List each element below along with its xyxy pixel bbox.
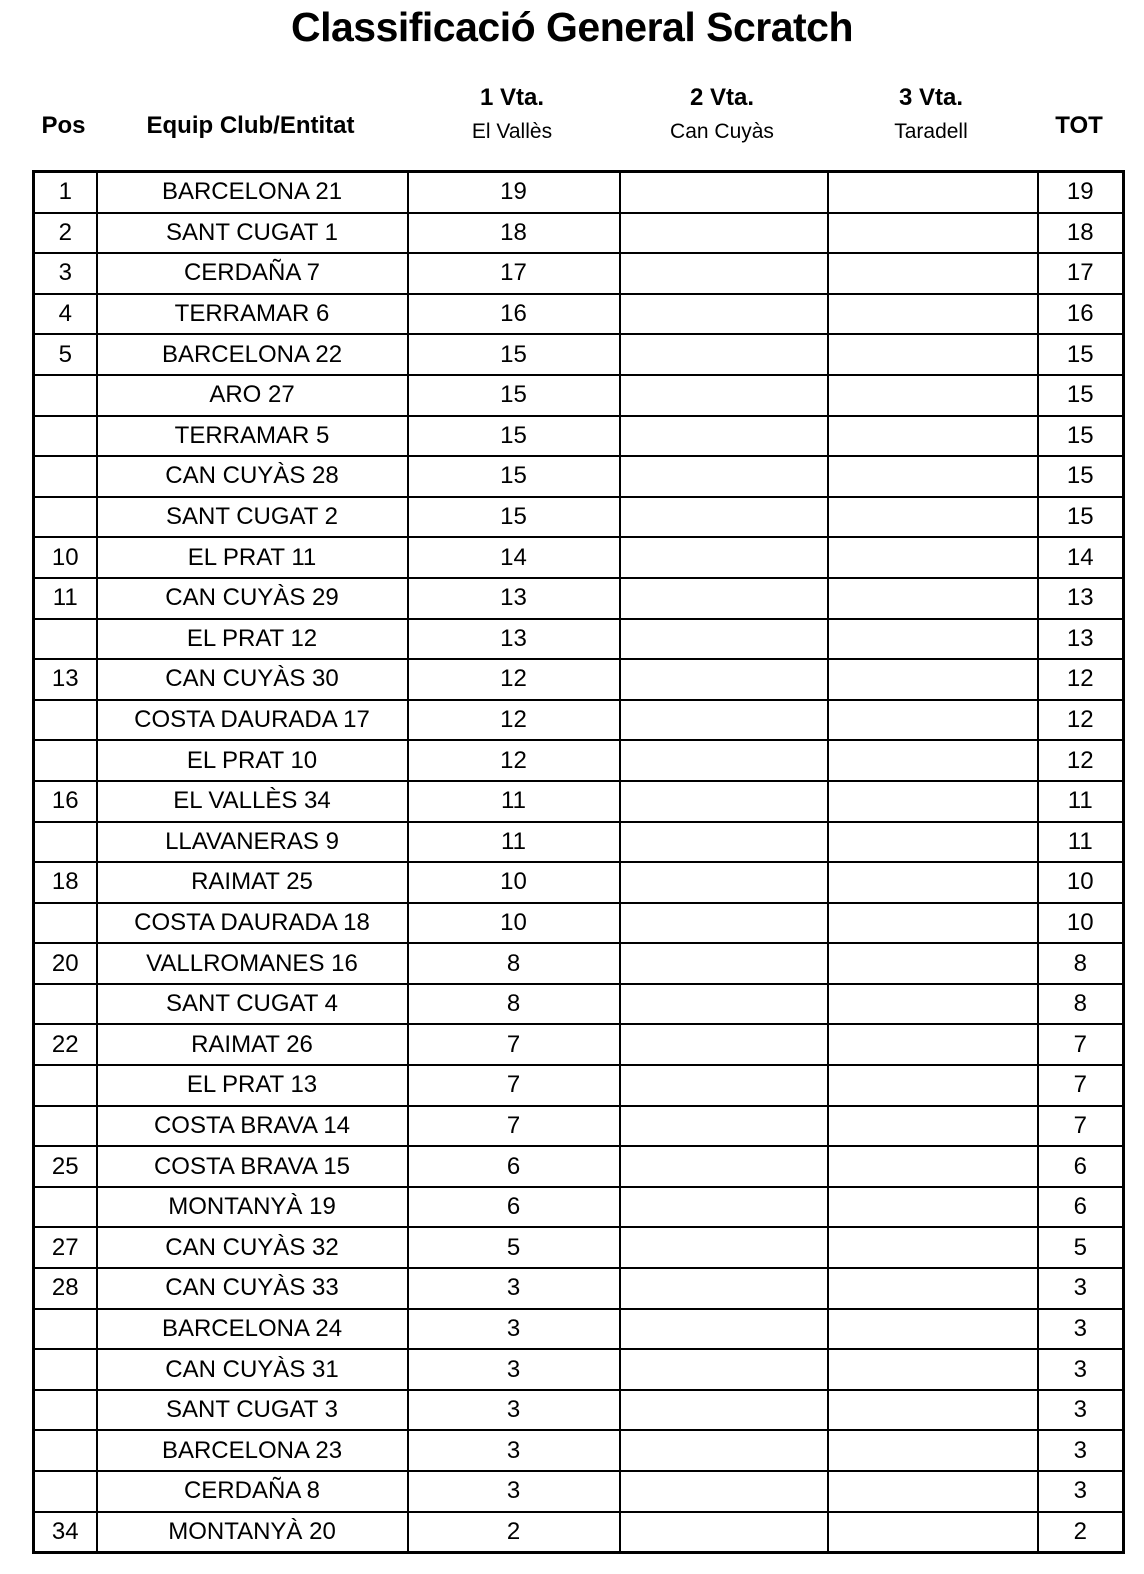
table-row: [34, 172, 1124, 213]
round3-cell: [828, 1471, 1038, 1512]
round1-cell: 7: [408, 1065, 620, 1106]
round1-cell: 12: [408, 740, 620, 781]
table-row: [34, 1227, 1124, 1268]
total-cell: 3: [1038, 1268, 1124, 1309]
table-row: [34, 578, 1124, 619]
team-cell: MONTANYÀ 20: [97, 1512, 408, 1553]
team-cell: EL VALLÈS 34: [97, 781, 408, 822]
header-round-3-venue: Taradell: [894, 120, 968, 143]
total-cell: 2: [1038, 1512, 1124, 1553]
round3-cell: [828, 740, 1038, 781]
round2-cell: [620, 619, 828, 660]
team-cell: CAN CUYÀS 33: [97, 1268, 408, 1309]
total-cell: 3: [1038, 1390, 1124, 1431]
round2-cell: [620, 781, 828, 822]
team-cell: SANT CUGAT 3: [97, 1390, 408, 1431]
table-row: [34, 1471, 1124, 1512]
total-cell: 3: [1038, 1349, 1124, 1390]
round3-cell: [828, 172, 1038, 213]
round3-cell: [828, 375, 1038, 416]
team-cell: COSTA DAURADA 17: [97, 700, 408, 741]
table-row: [34, 1268, 1124, 1309]
round1-cell: 8: [408, 984, 620, 1025]
table-row: [34, 294, 1124, 335]
pos-cell: [34, 1430, 97, 1471]
table-row: [34, 1187, 1124, 1228]
table-row: [34, 375, 1124, 416]
header-tot: TOT: [1055, 112, 1103, 139]
round1-cell: 15: [408, 334, 620, 375]
team-cell: CAN CUYÀS 30: [97, 659, 408, 700]
round1-cell: 3: [408, 1309, 620, 1350]
total-cell: 12: [1038, 700, 1124, 741]
round3-cell: [828, 1349, 1038, 1390]
table-row: [34, 984, 1124, 1025]
pos-cell: 25: [34, 1146, 97, 1187]
round2-cell: [620, 1065, 828, 1106]
round1-cell: 16: [408, 294, 620, 335]
team-cell: COSTA BRAVA 15: [97, 1146, 408, 1187]
header-round-1: [472, 82, 552, 144]
team-cell: MONTANYÀ 19: [97, 1187, 408, 1228]
team-cell: BARCELONA 22: [97, 334, 408, 375]
pos-cell: 22: [34, 1024, 97, 1065]
total-cell: 7: [1038, 1065, 1124, 1106]
total-cell: 15: [1038, 456, 1124, 497]
round3-cell: [828, 984, 1038, 1025]
round2-cell: [620, 822, 828, 863]
total-cell: 5: [1038, 1227, 1124, 1268]
round3-cell: [828, 659, 1038, 700]
total-cell: 7: [1038, 1106, 1124, 1147]
total-cell: 15: [1038, 334, 1124, 375]
round1-cell: 11: [408, 822, 620, 863]
round3-cell: [828, 700, 1038, 741]
team-cell: CAN CUYÀS 29: [97, 578, 408, 619]
round1-cell: 3: [408, 1349, 620, 1390]
table-row: [34, 740, 1124, 781]
team-cell: CERDAÑA 7: [97, 253, 408, 294]
total-cell: 13: [1038, 619, 1124, 660]
team-cell: BARCELONA 24: [97, 1309, 408, 1350]
round1-cell: 12: [408, 659, 620, 700]
round3-cell: [828, 334, 1038, 375]
header-round-2: [670, 82, 774, 144]
round1-cell: 13: [408, 619, 620, 660]
round3-cell: [828, 1106, 1038, 1147]
round1-cell: 2: [408, 1512, 620, 1553]
pos-cell: [34, 1187, 97, 1228]
round2-cell: [620, 172, 828, 213]
round2-cell: [620, 253, 828, 294]
header-pos: Pos: [41, 112, 86, 139]
table-row: [34, 903, 1124, 944]
header-round-2-label: 2 Vta.: [689, 84, 754, 111]
table-row: [34, 1349, 1124, 1390]
round2-cell: [620, 1309, 828, 1350]
round1-cell: 15: [408, 416, 620, 457]
total-cell: 3: [1038, 1430, 1124, 1471]
round3-cell: [828, 253, 1038, 294]
round2-cell: [620, 659, 828, 700]
round1-cell: 6: [408, 1146, 620, 1187]
round1-cell: 3: [408, 1430, 620, 1471]
round2-cell: [620, 537, 828, 578]
pos-cell: [34, 456, 97, 497]
total-cell: 8: [1038, 984, 1124, 1025]
total-cell: 15: [1038, 375, 1124, 416]
round1-cell: 15: [408, 456, 620, 497]
pos-cell: 34: [34, 1512, 97, 1553]
round1-cell: 14: [408, 537, 620, 578]
team-cell: EL PRAT 12: [97, 619, 408, 660]
table-row: [34, 659, 1124, 700]
round2-cell: [620, 375, 828, 416]
team-cell: TERRAMAR 6: [97, 294, 408, 335]
pos-cell: [34, 700, 97, 741]
pos-cell: [34, 740, 97, 781]
team-cell: LLAVANERAS 9: [97, 822, 408, 863]
pos-cell: [34, 1106, 97, 1147]
team-cell: SANT CUGAT 1: [97, 213, 408, 254]
table-row: [34, 1065, 1124, 1106]
round2-cell: [620, 740, 828, 781]
header-round-2-venue: Can Cuyàs: [670, 120, 774, 143]
table-row: [34, 334, 1124, 375]
round2-cell: [620, 1146, 828, 1187]
round3-cell: [828, 1430, 1038, 1471]
pos-cell: [34, 1065, 97, 1106]
table-row: [34, 700, 1124, 741]
pos-cell: [34, 1349, 97, 1390]
total-cell: 16: [1038, 294, 1124, 335]
team-cell: COSTA BRAVA 14: [97, 1106, 408, 1147]
header-round-3: [894, 82, 968, 144]
round3-cell: [828, 862, 1038, 903]
team-cell: EL PRAT 10: [97, 740, 408, 781]
results-table: [32, 170, 1125, 1554]
round3-cell: [828, 1065, 1038, 1106]
team-cell: SANT CUGAT 4: [97, 984, 408, 1025]
pos-cell: [34, 416, 97, 457]
round1-cell: 15: [408, 497, 620, 538]
total-cell: 3: [1038, 1309, 1124, 1350]
team-cell: EL PRAT 13: [97, 1065, 408, 1106]
table-row: [34, 619, 1124, 660]
team-cell: EL PRAT 11: [97, 537, 408, 578]
team-cell: VALLROMANES 16: [97, 943, 408, 984]
round3-cell: [828, 416, 1038, 457]
round2-cell: [620, 943, 828, 984]
table-row: [34, 781, 1124, 822]
table-row: [34, 1390, 1124, 1431]
pos-cell: 16: [34, 781, 97, 822]
round2-cell: [620, 334, 828, 375]
table-row: [34, 862, 1124, 903]
total-cell: 7: [1038, 1024, 1124, 1065]
team-cell: CAN CUYÀS 28: [97, 456, 408, 497]
round3-cell: [828, 294, 1038, 335]
round2-cell: [620, 456, 828, 497]
table-row: [34, 253, 1124, 294]
round3-cell: [828, 619, 1038, 660]
team-cell: CERDAÑA 8: [97, 1471, 408, 1512]
round2-cell: [620, 862, 828, 903]
total-cell: 6: [1038, 1146, 1124, 1187]
round2-cell: [620, 416, 828, 457]
total-cell: 15: [1038, 416, 1124, 457]
round3-cell: [828, 1187, 1038, 1228]
round1-cell: 12: [408, 700, 620, 741]
table-row: [34, 1106, 1124, 1147]
pos-cell: 11: [34, 578, 97, 619]
round1-cell: 6: [408, 1187, 620, 1228]
round2-cell: [620, 984, 828, 1025]
team-cell: TERRAMAR 5: [97, 416, 408, 457]
pos-cell: 10: [34, 537, 97, 578]
total-cell: 11: [1038, 822, 1124, 863]
round2-cell: [620, 1106, 828, 1147]
total-cell: 14: [1038, 537, 1124, 578]
round3-cell: [828, 1309, 1038, 1350]
table-row: [34, 1024, 1124, 1065]
pos-cell: 2: [34, 213, 97, 254]
team-cell: CAN CUYÀS 31: [97, 1349, 408, 1390]
table-row: [34, 1430, 1124, 1471]
round3-cell: [828, 781, 1038, 822]
pos-cell: 18: [34, 862, 97, 903]
round2-cell: [620, 1227, 828, 1268]
round3-cell: [828, 578, 1038, 619]
round3-cell: [828, 1146, 1038, 1187]
round1-cell: 10: [408, 903, 620, 944]
pos-cell: [34, 822, 97, 863]
round1-cell: 17: [408, 253, 620, 294]
pos-cell: [34, 1309, 97, 1350]
total-cell: 15: [1038, 497, 1124, 538]
round2-cell: [620, 1268, 828, 1309]
pos-cell: 4: [34, 294, 97, 335]
round1-cell: 7: [408, 1106, 620, 1147]
header-team: Equip Club/Entitat: [146, 112, 355, 139]
table-row: [34, 537, 1124, 578]
round3-cell: [828, 1268, 1038, 1309]
pos-cell: 20: [34, 943, 97, 984]
pos-cell: [34, 984, 97, 1025]
round2-cell: [620, 1390, 828, 1431]
round3-cell: [828, 213, 1038, 254]
header-round-3-label: 3 Vta.: [898, 84, 963, 111]
pos-cell: 28: [34, 1268, 97, 1309]
team-cell: BARCELONA 21: [97, 172, 408, 213]
total-cell: 10: [1038, 862, 1124, 903]
round3-cell: [828, 822, 1038, 863]
results-tbody: [34, 172, 1124, 1553]
round1-cell: 10: [408, 862, 620, 903]
header-round-1-label: 1 Vta.: [479, 84, 545, 111]
round1-cell: 3: [408, 1471, 620, 1512]
round1-cell: 18: [408, 213, 620, 254]
table-row: [34, 213, 1124, 254]
round2-cell: [620, 903, 828, 944]
total-cell: 6: [1038, 1187, 1124, 1228]
total-cell: 3: [1038, 1471, 1124, 1512]
total-cell: 19: [1038, 172, 1124, 213]
round2-cell: [620, 1471, 828, 1512]
team-cell: ARO 27: [97, 375, 408, 416]
total-cell: 17: [1038, 253, 1124, 294]
total-cell: 13: [1038, 578, 1124, 619]
round2-cell: [620, 1349, 828, 1390]
round3-cell: [828, 943, 1038, 984]
table-row: [34, 416, 1124, 457]
round1-cell: 15: [408, 375, 620, 416]
pos-cell: 5: [34, 334, 97, 375]
round1-cell: 11: [408, 781, 620, 822]
table-row: [34, 497, 1124, 538]
table-row: [34, 822, 1124, 863]
pos-cell: [34, 1390, 97, 1431]
table-row: [34, 1309, 1124, 1350]
pos-cell: [34, 497, 97, 538]
table-row: [34, 1512, 1124, 1553]
round2-cell: [620, 1430, 828, 1471]
round2-cell: [620, 1187, 828, 1228]
round3-cell: [828, 903, 1038, 944]
total-cell: 12: [1038, 659, 1124, 700]
round1-cell: 3: [408, 1268, 620, 1309]
round3-cell: [828, 1512, 1038, 1553]
round2-cell: [620, 294, 828, 335]
round2-cell: [620, 213, 828, 254]
team-cell: COSTA DAURADA 18: [97, 903, 408, 944]
table-header: [32, 82, 1122, 170]
pos-cell: [34, 903, 97, 944]
round3-cell: [828, 497, 1038, 538]
team-cell: SANT CUGAT 2: [97, 497, 408, 538]
total-cell: 8: [1038, 943, 1124, 984]
round3-cell: [828, 456, 1038, 497]
round3-cell: [828, 1024, 1038, 1065]
table-row: [34, 943, 1124, 984]
total-cell: 10: [1038, 903, 1124, 944]
pos-cell: 13: [34, 659, 97, 700]
round2-cell: [620, 1512, 828, 1553]
round1-cell: 13: [408, 578, 620, 619]
pos-cell: 3: [34, 253, 97, 294]
pos-cell: [34, 619, 97, 660]
total-cell: 12: [1038, 740, 1124, 781]
round1-cell: 8: [408, 943, 620, 984]
pos-cell: [34, 375, 97, 416]
total-cell: 11: [1038, 781, 1124, 822]
pos-cell: 27: [34, 1227, 97, 1268]
team-cell: CAN CUYÀS 32: [97, 1227, 408, 1268]
table-row: [34, 1146, 1124, 1187]
round2-cell: [620, 1024, 828, 1065]
team-cell: RAIMAT 25: [97, 862, 408, 903]
round3-cell: [828, 1227, 1038, 1268]
round2-cell: [620, 497, 828, 538]
round3-cell: [828, 1390, 1038, 1431]
header-round-1-venue: El Vallès: [471, 120, 553, 143]
page-title: Classificació General Scratch: [290, 4, 854, 50]
team-cell: RAIMAT 26: [97, 1024, 408, 1065]
table-row: [34, 456, 1124, 497]
round3-cell: [828, 537, 1038, 578]
total-cell: 18: [1038, 213, 1124, 254]
pos-cell: [34, 1471, 97, 1512]
round1-cell: 3: [408, 1390, 620, 1431]
round1-cell: 7: [408, 1024, 620, 1065]
team-cell: BARCELONA 23: [97, 1430, 408, 1471]
round2-cell: [620, 578, 828, 619]
pos-cell: 1: [34, 172, 97, 213]
round2-cell: [620, 700, 828, 741]
round1-cell: 19: [408, 172, 620, 213]
round1-cell: 5: [408, 1227, 620, 1268]
